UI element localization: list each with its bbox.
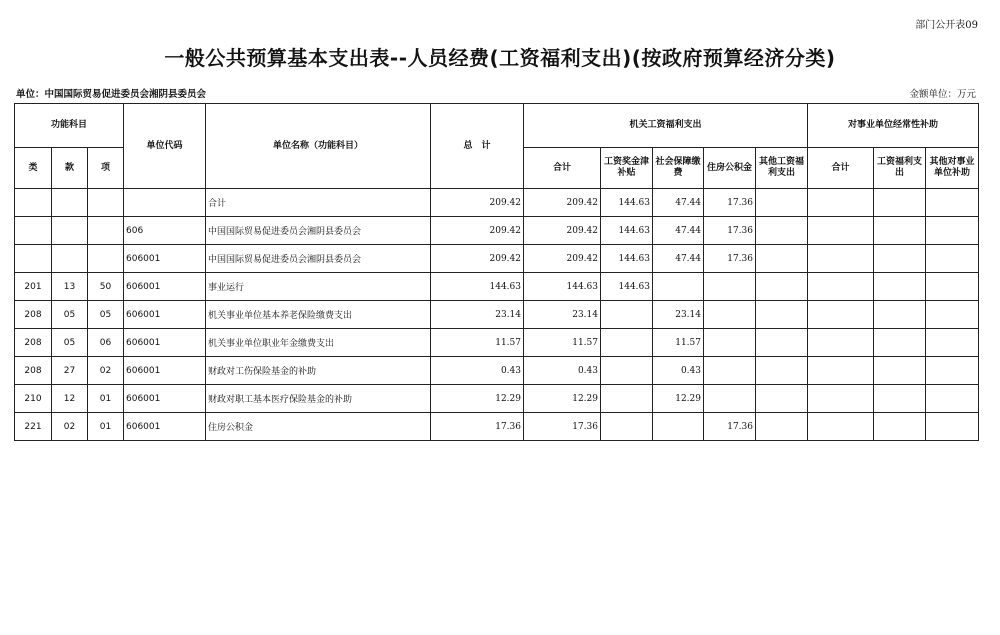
cell-name: 机关事业单位基本养老保险缴费支出 xyxy=(206,301,431,329)
cell-s-other xyxy=(926,357,979,385)
cell-s-wage xyxy=(874,301,926,329)
cell-lei xyxy=(15,189,52,217)
cell-lei: 221 xyxy=(15,413,52,441)
cell-xiang xyxy=(88,217,124,245)
cell-s-total xyxy=(808,189,874,217)
cell-total: 209.42 xyxy=(431,217,524,245)
cell-g-other xyxy=(756,329,808,357)
cell-s-total xyxy=(808,301,874,329)
cell-g-other xyxy=(756,217,808,245)
table-row xyxy=(15,245,979,273)
cell-code: 606001 xyxy=(124,245,206,273)
cell-lei: 210 xyxy=(15,385,52,413)
cell-g-wage xyxy=(601,329,653,357)
cell-g-total: 144.63 xyxy=(524,273,601,301)
cell-g-housing xyxy=(704,357,756,385)
table-row xyxy=(15,273,979,301)
cell-g-total: 209.42 xyxy=(524,245,601,273)
header-g-total: 合计 xyxy=(524,148,601,189)
header-g-wage: 工资奖金津补贴 xyxy=(601,148,653,189)
header-s-total: 合计 xyxy=(808,148,874,189)
header-xiang: 项 xyxy=(88,148,124,189)
cell-kuan: 27 xyxy=(52,357,88,385)
cell-total: 209.42 xyxy=(431,189,524,217)
cell-s-wage xyxy=(874,189,926,217)
table-row xyxy=(15,217,979,245)
cell-g-housing: 17.36 xyxy=(704,413,756,441)
cell-s-other xyxy=(926,273,979,301)
unit-label: 单位：中国国际贸易促进委员会湘阴县委员会 xyxy=(16,89,207,100)
cell-g-housing: 17.36 xyxy=(704,245,756,273)
cell-s-total xyxy=(808,357,874,385)
cell-lei xyxy=(15,245,52,273)
cell-total: 209.42 xyxy=(431,245,524,273)
cell-g-wage xyxy=(601,301,653,329)
cell-g-housing xyxy=(704,385,756,413)
cell-s-total xyxy=(808,217,874,245)
cell-s-other xyxy=(926,217,979,245)
cell-s-other xyxy=(926,413,979,441)
cell-code: 606001 xyxy=(124,357,206,385)
header-unit-name: 单位名称（功能科目） xyxy=(206,104,431,189)
cell-s-total xyxy=(808,385,874,413)
cell-g-total: 23.14 xyxy=(524,301,601,329)
cell-g-social: 23.14 xyxy=(653,301,704,329)
cell-code: 606001 xyxy=(124,301,206,329)
header-subsidy-group: 对事业单位经常性补助 xyxy=(808,104,979,148)
table-row xyxy=(15,357,979,385)
cell-s-total xyxy=(808,245,874,273)
table-body xyxy=(15,189,979,441)
cell-lei xyxy=(15,217,52,245)
cell-total: 12.29 xyxy=(431,385,524,413)
cell-total: 23.14 xyxy=(431,301,524,329)
cell-g-total: 17.36 xyxy=(524,413,601,441)
cell-kuan: 02 xyxy=(52,413,88,441)
header-g-social: 社会保障缴费 xyxy=(653,148,704,189)
table-header xyxy=(15,104,979,189)
cell-g-total: 12.29 xyxy=(524,385,601,413)
cell-code: 606001 xyxy=(124,385,206,413)
cell-name: 事业运行 xyxy=(206,273,431,301)
cell-s-wage xyxy=(874,273,926,301)
header-s-wage: 工资福利支出 xyxy=(874,148,926,189)
cell-xiang: 50 xyxy=(88,273,124,301)
cell-code: 606001 xyxy=(124,329,206,357)
cell-g-social: 11.57 xyxy=(653,329,704,357)
table-row xyxy=(15,413,979,441)
cell-total: 0.43 xyxy=(431,357,524,385)
cell-g-total: 209.42 xyxy=(524,189,601,217)
cell-g-wage xyxy=(601,413,653,441)
cell-kuan xyxy=(52,189,88,217)
cell-name: 财政对工伤保险基金的补助 xyxy=(206,357,431,385)
cell-lei: 208 xyxy=(15,301,52,329)
cell-kuan: 12 xyxy=(52,385,88,413)
cell-s-other xyxy=(926,329,979,357)
cell-code: 606001 xyxy=(124,413,206,441)
cell-g-social xyxy=(653,413,704,441)
cell-g-wage: 144.63 xyxy=(601,245,653,273)
cell-name: 中国国际贸易促进委员会湘阴县委员会 xyxy=(206,217,431,245)
header-g-housing: 住房公积金 xyxy=(704,148,756,189)
table-row xyxy=(15,329,979,357)
cell-g-housing xyxy=(704,329,756,357)
cell-g-other xyxy=(756,273,808,301)
header-lei: 类 xyxy=(15,148,52,189)
cell-g-housing: 17.36 xyxy=(704,217,756,245)
cell-g-social: 47.44 xyxy=(653,189,704,217)
page-title: 一般公共预算基本支出表--人员经费(工资福利支出)(按政府预算经济分类) xyxy=(164,46,836,70)
cell-g-other xyxy=(756,245,808,273)
header-unit-code: 单位代码 xyxy=(124,104,206,189)
cell-kuan: 05 xyxy=(52,329,88,357)
cell-total: 11.57 xyxy=(431,329,524,357)
cell-kuan: 05 xyxy=(52,301,88,329)
cell-g-housing xyxy=(704,273,756,301)
table-row xyxy=(15,301,979,329)
cell-code: 606 xyxy=(124,217,206,245)
cell-g-other xyxy=(756,301,808,329)
header-total: 总 计 xyxy=(431,104,524,189)
cell-code: 606001 xyxy=(124,273,206,301)
cell-code xyxy=(124,189,206,217)
cell-lei: 208 xyxy=(15,329,52,357)
cell-s-other xyxy=(926,301,979,329)
header-g-other: 其他工资福利支出 xyxy=(756,148,808,189)
cell-g-social: 12.29 xyxy=(653,385,704,413)
amount-unit-label: 金额单位：万元 xyxy=(909,89,976,100)
cell-name: 合计 xyxy=(206,189,431,217)
cell-g-other xyxy=(756,413,808,441)
cell-g-wage xyxy=(601,385,653,413)
header-func-subject: 功能科目 xyxy=(15,104,124,148)
cell-name: 机关事业单位职业年金缴费支出 xyxy=(206,329,431,357)
cell-xiang: 01 xyxy=(88,413,124,441)
cell-name: 住房公积金 xyxy=(206,413,431,441)
cell-s-wage xyxy=(874,245,926,273)
cell-s-wage xyxy=(874,385,926,413)
cell-xiang xyxy=(88,189,124,217)
cell-lei: 201 xyxy=(15,273,52,301)
cell-g-other xyxy=(756,189,808,217)
cell-s-other xyxy=(926,385,979,413)
report-number-label: 部门公开表09 xyxy=(915,20,978,31)
cell-s-other xyxy=(926,245,979,273)
header-s-other: 其他对事业单位补助 xyxy=(926,148,979,189)
cell-lei: 208 xyxy=(15,357,52,385)
cell-total: 17.36 xyxy=(431,413,524,441)
cell-s-other xyxy=(926,189,979,217)
cell-s-total xyxy=(808,273,874,301)
cell-xiang: 02 xyxy=(88,357,124,385)
cell-g-wage: 144.63 xyxy=(601,273,653,301)
cell-xiang: 05 xyxy=(88,301,124,329)
cell-xiang xyxy=(88,245,124,273)
cell-s-wage xyxy=(874,413,926,441)
cell-kuan xyxy=(52,245,88,273)
cell-g-social: 0.43 xyxy=(653,357,704,385)
cell-g-other xyxy=(756,385,808,413)
cell-s-wage xyxy=(874,329,926,357)
table-row xyxy=(15,385,979,413)
cell-g-total: 209.42 xyxy=(524,217,601,245)
cell-g-social: 47.44 xyxy=(653,217,704,245)
cell-g-social: 47.44 xyxy=(653,245,704,273)
cell-g-housing: 17.36 xyxy=(704,189,756,217)
cell-g-housing xyxy=(704,301,756,329)
cell-xiang: 01 xyxy=(88,385,124,413)
expenditure-table xyxy=(14,103,979,441)
cell-total: 144.63 xyxy=(431,273,524,301)
cell-g-wage: 144.63 xyxy=(601,217,653,245)
cell-name: 财政对职工基本医疗保险基金的补助 xyxy=(206,385,431,413)
cell-kuan xyxy=(52,217,88,245)
cell-s-total xyxy=(808,329,874,357)
cell-kuan: 13 xyxy=(52,273,88,301)
header-gov-wages-group: 机关工资福利支出 xyxy=(524,104,808,148)
cell-xiang: 06 xyxy=(88,329,124,357)
cell-g-total: 0.43 xyxy=(524,357,601,385)
cell-name: 中国国际贸易促进委员会湘阴县委员会 xyxy=(206,245,431,273)
cell-s-total xyxy=(808,413,874,441)
cell-g-social xyxy=(653,273,704,301)
cell-g-wage xyxy=(601,357,653,385)
header-kuan: 款 xyxy=(52,148,88,189)
cell-s-wage xyxy=(874,217,926,245)
cell-s-wage xyxy=(874,357,926,385)
cell-g-total: 11.57 xyxy=(524,329,601,357)
cell-g-other xyxy=(756,357,808,385)
table-row xyxy=(15,189,979,217)
cell-g-wage: 144.63 xyxy=(601,189,653,217)
